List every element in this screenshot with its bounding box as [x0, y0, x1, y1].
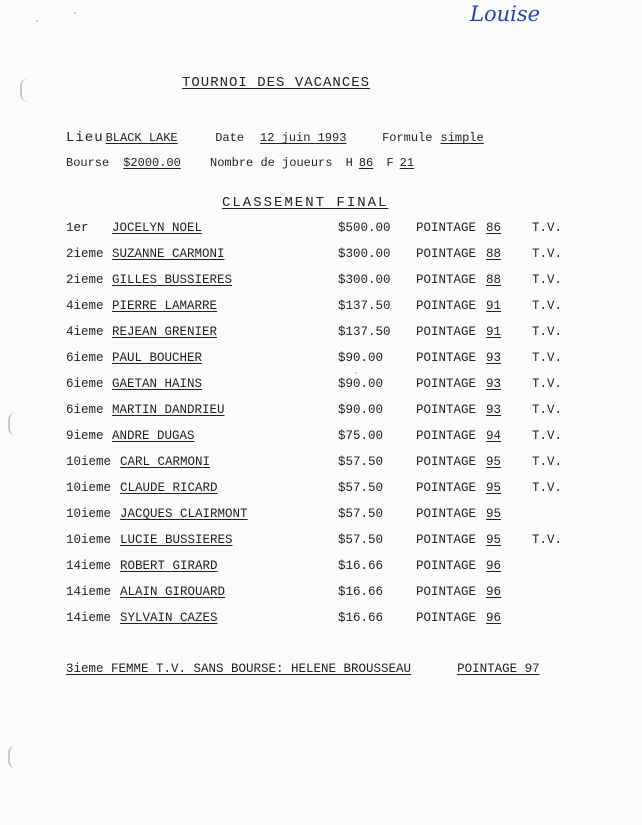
- pointage-label: POINTAGE: [416, 559, 477, 573]
- name-cell: CLAUDE RICARD: [120, 481, 218, 495]
- paper-speck: [74, 12, 76, 14]
- formule-label: Formule: [382, 131, 433, 145]
- pointage-label: POINTAGE: [416, 221, 477, 235]
- handwritten-signature: Louise: [470, 2, 541, 26]
- score-cell: 96: [486, 585, 502, 599]
- name-cell: CARL CARMONI: [120, 455, 211, 469]
- score-cell: 94: [486, 429, 502, 443]
- name-cell: SUZANNE CARMONI: [112, 247, 225, 261]
- rank-cell: 14ieme: [66, 559, 112, 573]
- prize-cell: $300.00: [338, 273, 391, 287]
- prize-cell: $57.50: [338, 455, 384, 469]
- score-cell: 91: [486, 325, 502, 339]
- score-cell: 86: [486, 221, 502, 235]
- prize-cell: $16.66: [338, 559, 384, 573]
- rank-cell: 9ieme: [66, 429, 104, 443]
- prize-cell: $90.00: [338, 351, 384, 365]
- paper-speck: [355, 372, 357, 374]
- h-label: H: [345, 156, 353, 170]
- joueurs-label: Nombre de joueurs: [210, 156, 333, 170]
- score-cell: 93: [486, 403, 502, 417]
- name-cell: PIERRE LAMARRE: [112, 299, 218, 313]
- pointage-label: POINTAGE: [416, 273, 477, 287]
- info-line-1: [66, 128, 484, 146]
- rank-cell: 10ieme: [66, 481, 112, 495]
- bourse-label: Bourse: [66, 156, 110, 170]
- pointage-label: POINTAGE: [416, 429, 477, 443]
- prize-cell: $57.50: [338, 533, 384, 547]
- score-cell: 95: [486, 507, 502, 521]
- score-cell: 95: [486, 481, 502, 495]
- prize-cell: $90.00: [338, 403, 384, 417]
- score-cell: 88: [486, 273, 502, 287]
- pointage-label: POINTAGE: [416, 533, 477, 547]
- tv-cell: T.V.: [532, 273, 563, 287]
- prize-cell: $137.50: [338, 299, 391, 313]
- rank-cell: 10ieme: [66, 455, 112, 469]
- name-cell: ROBERT GIRARD: [120, 559, 218, 573]
- rank-cell: 10ieme: [66, 533, 112, 547]
- name-cell: GILLES BUSSIERES: [112, 273, 233, 287]
- prize-cell: $57.50: [338, 481, 384, 495]
- formule-value: simple: [440, 131, 484, 145]
- pointage-label: POINTAGE: [416, 247, 477, 261]
- score-cell: 95: [486, 455, 502, 469]
- pointage-label: POINTAGE: [416, 377, 477, 391]
- lieu-label: Lieu: [66, 130, 104, 146]
- name-cell: PAUL BOUCHER: [112, 351, 203, 365]
- pointage-label: POINTAGE: [416, 611, 477, 625]
- tv-cell: T.V.: [532, 247, 563, 261]
- rank-cell: 6ieme: [66, 377, 104, 391]
- score-cell: 91: [486, 299, 502, 313]
- name-cell: LUCIE BUSSIERES: [120, 533, 233, 547]
- h-value: 86: [358, 156, 374, 170]
- tv-cell: T.V.: [532, 325, 563, 339]
- rank-cell: 2ieme: [66, 273, 104, 287]
- name-cell: ALAIN GIROUARD: [120, 585, 226, 599]
- score-cell: 96: [486, 559, 502, 573]
- tv-cell: T.V.: [532, 299, 563, 313]
- score-cell: 95: [486, 533, 502, 547]
- footer-pointage-label: POINTAGE: [457, 662, 518, 676]
- score-cell: 96: [486, 611, 502, 625]
- name-cell: ANDRE DUGAS: [112, 429, 195, 443]
- pointage-label: POINTAGE: [416, 481, 477, 495]
- rank-cell: 2ieme: [66, 247, 104, 261]
- rank-cell: 6ieme: [66, 351, 104, 365]
- f-label: F: [386, 156, 394, 170]
- section-title: CLASSEMENT FINAL: [222, 195, 389, 211]
- prize-cell: $57.50: [338, 507, 384, 521]
- rank-cell: 14ieme: [66, 585, 112, 599]
- name-cell: JOCELYN NOEL: [112, 221, 203, 235]
- tv-cell: T.V.: [532, 403, 563, 417]
- tv-cell: T.V.: [532, 221, 563, 235]
- date-label: Date: [215, 131, 245, 145]
- binder-hole-bottom: [8, 745, 24, 769]
- name-cell: JACQUES CLAIRMONT: [120, 507, 248, 521]
- pointage-label: POINTAGE: [416, 507, 477, 521]
- lieu-value: BLACK LAKE: [105, 131, 178, 145]
- prize-cell: $500.00: [338, 221, 391, 235]
- rank-cell: 4ieme: [66, 325, 104, 339]
- pointage-label: POINTAGE: [416, 299, 477, 313]
- paper-speck: [36, 20, 38, 22]
- prize-cell: $90.00: [338, 377, 384, 391]
- pointage-label: POINTAGE: [416, 455, 477, 469]
- tv-cell: T.V.: [532, 481, 563, 495]
- prize-cell: $300.00: [338, 247, 391, 261]
- rank-cell: 1er: [66, 221, 89, 235]
- f-value: 21: [399, 156, 415, 170]
- tv-cell: T.V.: [532, 351, 563, 365]
- pointage-label: POINTAGE: [416, 325, 477, 339]
- prize-cell: $16.66: [338, 585, 384, 599]
- footer-line: [66, 662, 540, 676]
- date-value: 12 juin 1993: [260, 131, 347, 145]
- footer-text: 3ieme FEMME T.V. SANS BOURSE: HELENE BROUSSEAU: [66, 662, 412, 676]
- score-cell: 93: [486, 351, 502, 365]
- prize-cell: $137.50: [338, 325, 391, 339]
- name-cell: MARTIN DANDRIEU: [112, 403, 225, 417]
- rank-cell: 10ieme: [66, 507, 112, 521]
- document-title: TOURNOI DES VACANCES: [182, 75, 371, 91]
- score-cell: 93: [486, 377, 502, 391]
- name-cell: GAETAN HAINS: [112, 377, 203, 391]
- binder-hole-top: [20, 78, 36, 102]
- pointage-label: POINTAGE: [416, 585, 477, 599]
- name-cell: SYLVAIN CAZES: [120, 611, 218, 625]
- footer-pointage-value: 97: [524, 662, 540, 676]
- prize-cell: $16.66: [338, 611, 384, 625]
- bourse-value: $2000.00: [123, 156, 181, 170]
- tv-cell: T.V.: [532, 377, 563, 391]
- tv-cell: T.V.: [532, 455, 563, 469]
- name-cell: REJEAN GRENIER: [112, 325, 218, 339]
- score-cell: 88: [486, 247, 502, 261]
- rank-cell: 4ieme: [66, 299, 104, 313]
- tv-cell: T.V.: [532, 429, 563, 443]
- binder-hole-middle: [8, 412, 24, 436]
- pointage-label: POINTAGE: [416, 403, 477, 417]
- rank-cell: 14ieme: [66, 611, 112, 625]
- pointage-label: POINTAGE: [416, 351, 477, 365]
- tv-cell: T.V.: [532, 533, 563, 547]
- info-line-2: [66, 156, 420, 170]
- rank-cell: 6ieme: [66, 403, 104, 417]
- prize-cell: $75.00: [338, 429, 384, 443]
